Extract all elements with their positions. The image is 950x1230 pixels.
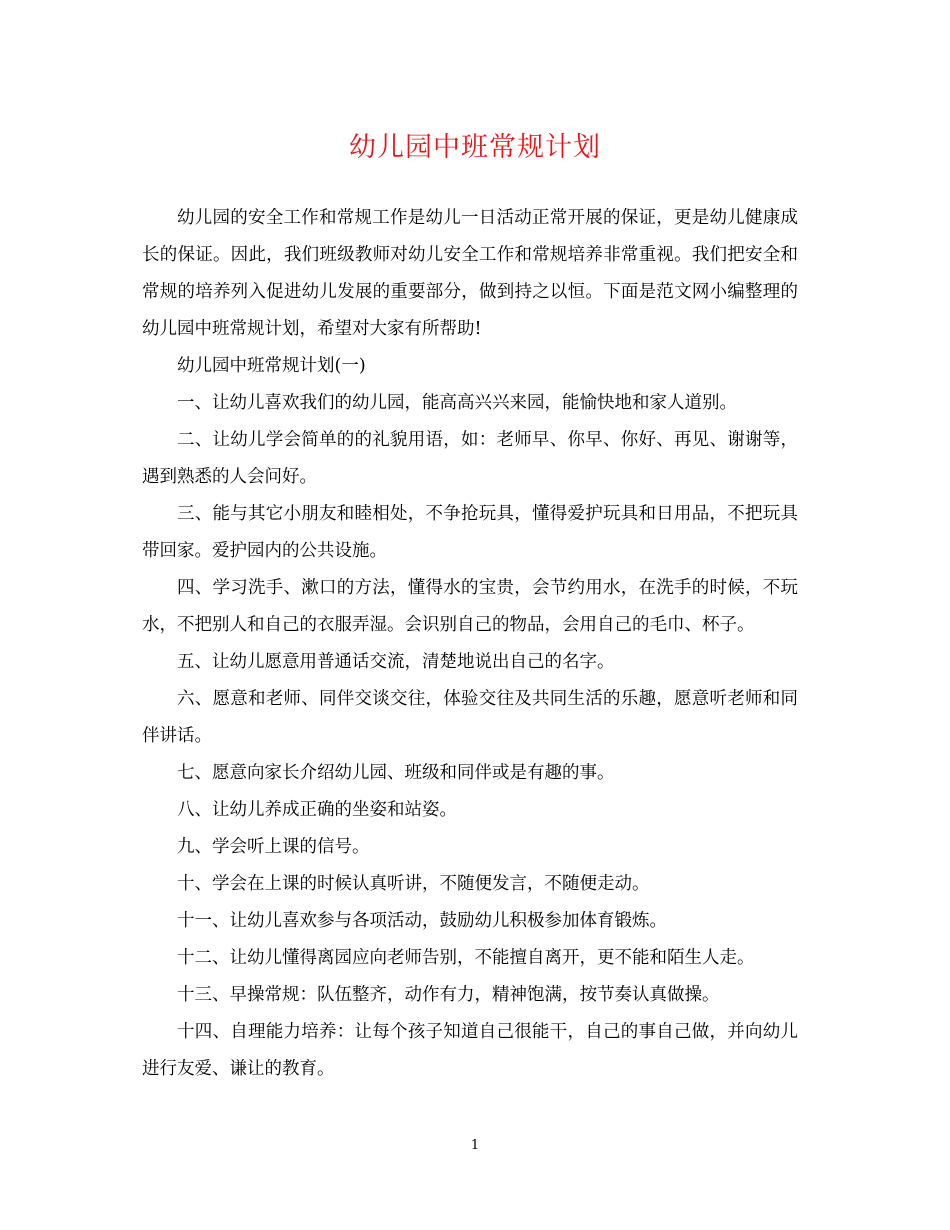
list-item: 十三、早操常规：队伍整齐，动作有力，精神饱满，按节奏认真做操。 <box>177 985 720 1005</box>
list-item: 十、学会在上课的时候认真听讲，不随便发言，不随便走动。 <box>177 874 650 894</box>
list-item: 十一、让幼儿喜欢参与各项活动，鼓励幼儿积极参加体育锻炼。 <box>177 911 667 931</box>
list-item: 七、愿意向家长介绍幼儿园、班级和同伴或是有趣的事。 <box>177 763 615 783</box>
list-item: 十二、让幼儿懂得离园应向老师告别，不能擅自离开，更不能和陌生人走。 <box>177 948 755 968</box>
list-item: 二、让幼儿学会简单的的礼貌用语，如：老师早、你早、你好、再见、谢谢等，遇到熟悉的人会问好。 <box>142 430 798 487</box>
list-item: 八、让幼儿养成正确的坐姿和站姿。 <box>177 800 457 820</box>
document-title: 幼儿园中班常规计划 <box>349 132 601 163</box>
page-number: 1 <box>470 1138 480 1153</box>
section-heading: 幼儿园中班常规计划(一) <box>177 356 366 376</box>
list-item: 六、愿意和老师、同伴交谈交往，体验交往及共同生活的乐趣，愿意听老师和同伴讲话。 <box>142 689 798 746</box>
list-item: 九、学会听上课的信号。 <box>177 837 370 857</box>
intro-paragraph: 幼儿园的安全工作和常规工作是幼儿一日活动正常开展的保证，更是幼儿健康成长的保证。因此，我们班级教师对幼儿安全工作和常规培养非常重视。我们把安全和常规的培养列入促进幼儿发展的重要部分，做到持之以恒。下面是范文网小编整理的幼儿园中班常规计划，希望对大家有所帮助! <box>142 208 798 339</box>
list-item: 十四、自理能力培养：让每个孩子知道自己很能干，自己的事自己做，并向幼儿进行友爱、谦让的教育。 <box>142 1022 798 1079</box>
document-body <box>142 200 798 1088</box>
list-item: 五、让幼儿愿意用普通话交流，清楚地说出自己的名字。 <box>177 652 615 672</box>
list-item: 三、能与其它小朋友和睦相处，不争抢玩具，懂得爱护玩具和日用品，不把玩具带回家。爱护园内的公共设施。 <box>142 504 798 561</box>
list-item: 四、学习洗手、漱口的方法，懂得水的宝贵，会节约用水，在洗手的时候，不玩水，不把别人和自己的衣服弄湿。会识别自己的物品，会用自己的毛巾、杯子。 <box>142 578 798 635</box>
list-item: 一、让幼儿喜欢我们的幼儿园，能高高兴兴来园，能愉快地和家人道别。 <box>177 393 737 413</box>
